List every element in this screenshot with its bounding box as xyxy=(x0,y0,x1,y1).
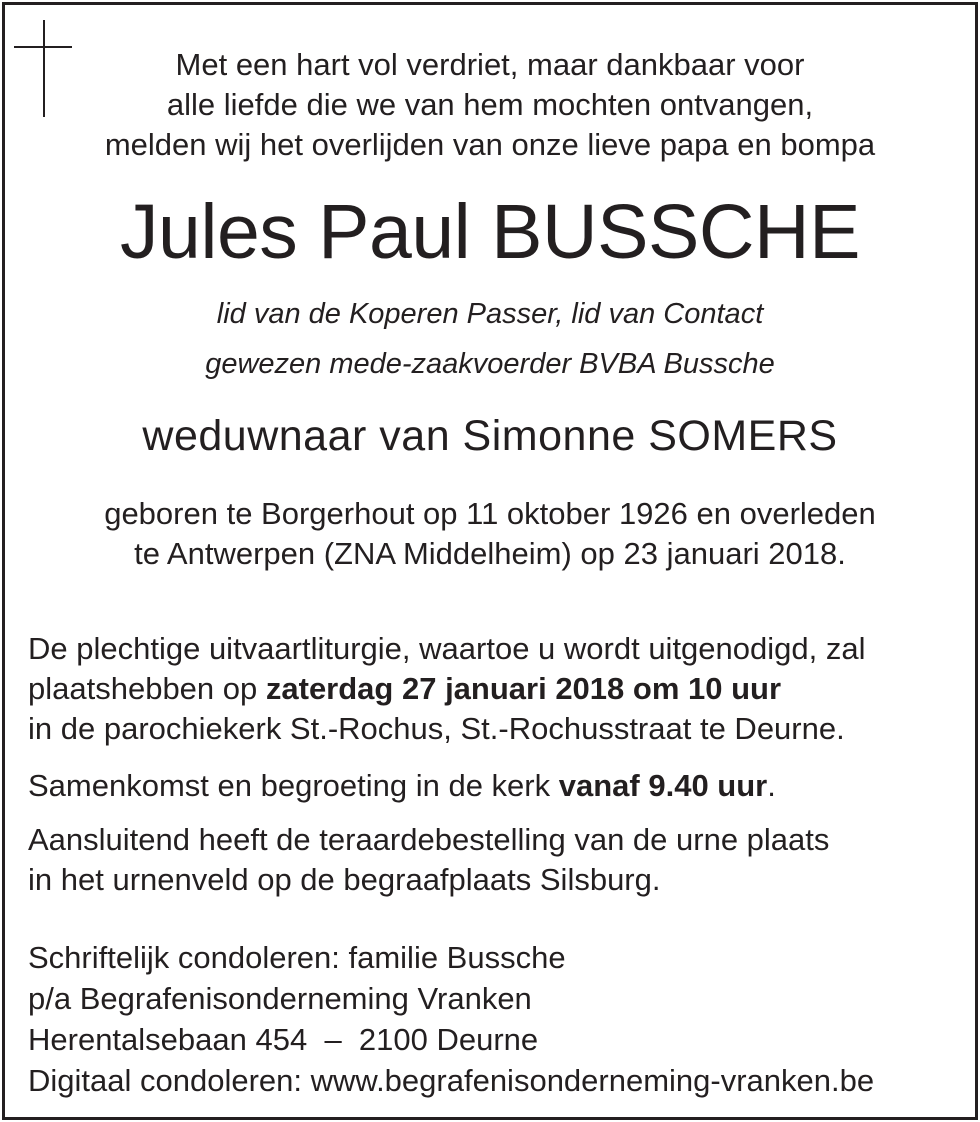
burial-line: in het urnenveld op de begraafplaats Silsburg. xyxy=(28,862,661,897)
ceremony-date-prefix: plaatshebben op xyxy=(28,671,266,706)
gathering-time: vanaf 9.40 uur xyxy=(558,768,768,803)
ceremony-date: zaterdag 27 januari 2018 om 10 uur xyxy=(265,671,782,706)
condolences-address: Herentalsebaan 454 – 2100 Deurne xyxy=(28,1022,539,1057)
intro-line: Met een hart vol verdriet, maar dankbaar voor xyxy=(175,47,805,82)
occupation-line: gewezen mede-zaakvoerder BVBA Bussche xyxy=(205,348,775,380)
condolences-paragraph xyxy=(28,937,874,1101)
widower-line: weduwnaar van Simonne SOMERS xyxy=(142,412,838,460)
gathering-suffix: . xyxy=(767,768,776,803)
ceremony-paragraph xyxy=(28,629,865,749)
ceremony-date-line xyxy=(28,669,865,709)
intro-text xyxy=(0,45,980,165)
condolences-written: Schriftelijk condoleren: familie Bussche xyxy=(28,940,566,975)
burial-paragraph xyxy=(28,820,829,900)
intro-line: alle liefde die we van hem mochten ontvangen, xyxy=(166,87,814,122)
birth-line: geboren te Borgerhout op 11 oktober 1926 en overleden xyxy=(104,496,876,531)
gathering-prefix: Samenkomst en begroeting in de kerk xyxy=(28,768,559,803)
deceased-name: Jules Paul BUSSCHE xyxy=(120,189,860,275)
death-line: te Antwerpen (ZNA Middelheim) op 23 januari 2018. xyxy=(134,536,846,571)
ceremony-line: De plechtige uitvaartliturgie, waartoe u wordt uitgenodigd, zal xyxy=(28,631,866,666)
condolences-care-of: p/a Begrafenisonderneming Vranken xyxy=(28,981,532,1016)
membership-line: lid van de Koperen Passer, lid van Contact xyxy=(216,298,764,330)
burial-line: Aansluitend heeft de teraardebestelling van de urne plaats xyxy=(28,822,830,857)
condolences-digital: Digitaal condoleren: www.begrafenisonderneming-vranken.be xyxy=(28,1063,875,1098)
intro-line: melden wij het overlijden van onze lieve papa en bompa xyxy=(104,127,876,162)
birth-death-text xyxy=(0,494,980,574)
ceremony-location: in de parochiekerk St.-Rochus, St.-Rochusstraat te Deurne. xyxy=(28,711,845,746)
gathering-paragraph xyxy=(28,766,776,806)
